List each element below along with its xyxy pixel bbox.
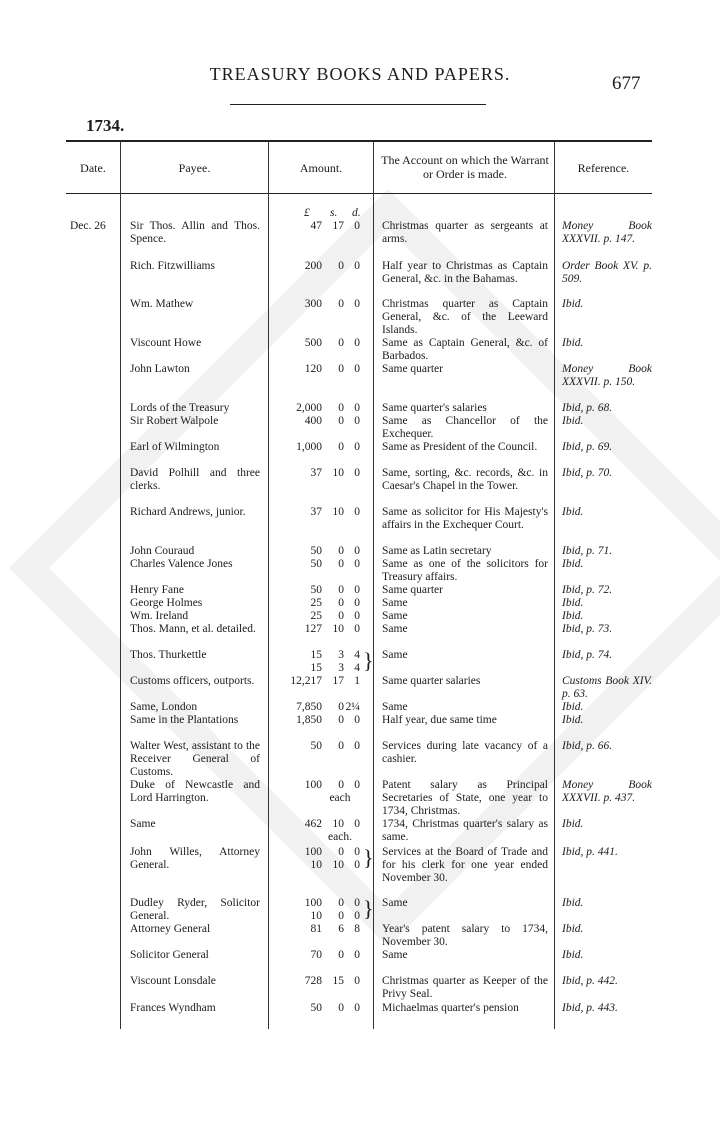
entry-payee: Earl of Wilmington — [130, 441, 220, 453]
amount-shillings: 0 — [338, 897, 344, 909]
amount-pounds: 500 — [304, 337, 322, 349]
entry-reference: Ibid, p. 73. — [562, 623, 613, 635]
column-divider — [268, 141, 269, 1029]
entry-account: Same as solicitor for His Majesty's affairs in the Exchequer Court. — [382, 506, 548, 531]
amount-pence: 0 — [354, 714, 360, 726]
amount-shillings: 0 — [338, 740, 344, 752]
amount-pence: 0 — [354, 846, 360, 858]
entry-reference: Customs Book XIV. p. 63. — [562, 675, 652, 700]
unit-shillings: s. — [330, 207, 338, 219]
entry-reference: Ibid, p. 66. — [562, 740, 613, 752]
amount-shillings: 0 — [338, 545, 344, 557]
amount-pounds: 462 — [304, 818, 322, 830]
amount-pence: 0 — [354, 779, 360, 791]
amount-pounds: 15 — [310, 649, 322, 661]
amount-shillings: 0 — [338, 402, 344, 414]
entry-reference: Money Book XXXVII. p. 150. — [562, 363, 652, 388]
amount-shillings: 17 — [332, 675, 344, 687]
entry-payee: Thos. Mann, et al. detailed. — [130, 623, 256, 635]
amount-pounds: 50 — [310, 740, 322, 752]
amount-pence: 0 — [354, 910, 360, 922]
entry-account: Same — [382, 897, 408, 909]
amount-pence: 0 — [354, 467, 360, 479]
amount-shillings: 0 — [338, 597, 344, 609]
unit-pence: d. — [352, 207, 361, 219]
amount-shillings: 0 — [338, 1002, 344, 1014]
amount-shillings: 0 — [338, 363, 344, 375]
amount-brace: } — [363, 896, 374, 921]
amount-pence: 1 — [354, 675, 360, 687]
entry-reference: Ibid. — [562, 818, 584, 830]
entry-account: Same as Latin secretary — [382, 545, 492, 557]
col-header-reference: Reference. — [577, 161, 630, 175]
amount-pence: 0 — [354, 402, 360, 414]
amount-pounds: 120 — [304, 363, 322, 375]
amount-pence: 0 — [354, 363, 360, 375]
amount-shillings: 0 — [338, 610, 344, 622]
table-header-rule — [66, 193, 652, 194]
amount-pence: 0 — [354, 441, 360, 453]
entry-reference: Ibid. — [562, 558, 584, 570]
amount-pounds: 200 — [304, 260, 322, 272]
entry-account: 1734, Christmas quarter's salary as same. — [382, 818, 548, 843]
amount-pence: 0 — [354, 975, 360, 987]
entry-account: Christmas quarter as Captain General, &c. of the Leeward Islands. — [382, 298, 548, 336]
entry-payee: Wm. Mathew — [130, 298, 194, 310]
entry-payee: Viscount Howe — [130, 337, 202, 349]
amount-pence: 0 — [354, 260, 360, 272]
amount-pounds: 47 — [310, 220, 322, 232]
entry-account: Same — [382, 623, 408, 635]
amount-shillings: 10 — [332, 467, 344, 479]
entry-payee: Richard Andrews, junior. — [130, 506, 246, 518]
amount-pounds: 1,850 — [296, 714, 322, 726]
entry-account: Michaelmas quarter's pension — [382, 1002, 519, 1014]
entry-payee: Same — [130, 818, 156, 830]
amount-pence: 0 — [354, 337, 360, 349]
entry-payee: Wm. Ireland — [130, 610, 189, 622]
entry-reference: Ibid. — [562, 923, 584, 935]
amount-pence: 4 — [354, 662, 360, 674]
entry-payee: Same in the Plantations — [130, 714, 239, 726]
amount-pounds: 50 — [310, 584, 322, 596]
entry-reference: Ibid, p. 443. — [562, 1002, 618, 1014]
entry-date: Dec. 26 — [70, 220, 106, 232]
entry-account: Half year, due same time — [382, 714, 497, 726]
amount-shillings: 3 — [338, 649, 344, 661]
entry-reference: Ibid, p. 442. — [562, 975, 618, 987]
entry-account: Same quarter salaries — [382, 675, 481, 687]
entry-payee: Attorney General — [130, 923, 211, 935]
amount-pounds: 15 — [310, 662, 322, 674]
amount-shillings: 0 — [338, 779, 344, 791]
col-header-date: Date. — [80, 161, 106, 175]
amount-shillings: 17 — [332, 220, 344, 232]
amount-pence: 0 — [354, 558, 360, 570]
col-header-amount: Amount. — [299, 161, 343, 175]
amount-pence: 0 — [354, 949, 360, 961]
entry-payee: Dudley Ryder, Solicitor General. — [130, 897, 260, 922]
year-heading: 1734. — [86, 116, 125, 135]
entry-reference: Ibid, p. 68. — [562, 402, 613, 414]
entry-account: Same — [382, 649, 408, 661]
amount-brace: } — [363, 845, 374, 870]
amount-shillings: 10 — [332, 506, 344, 518]
amount-pence: 0 — [354, 859, 360, 871]
amount-pence: 0 — [354, 220, 360, 232]
amount-pence: 0 — [354, 415, 360, 427]
entry-payee: Solicitor General — [130, 949, 209, 961]
entry-account: Same as Chancellor of the Exchequer. — [382, 415, 548, 440]
column-divider — [554, 141, 555, 1029]
entry-reference: Order Book XV. p. 509. — [562, 260, 652, 285]
entry-account: Same — [382, 701, 408, 713]
amount-shillings: 0 — [338, 701, 344, 713]
entry-reference: Ibid. — [562, 298, 584, 310]
entry-payee: Walter West, assistant to the Receiver General of Customs. — [130, 740, 260, 778]
amount-pounds: 25 — [310, 610, 322, 622]
entry-account: Same quarter — [382, 363, 443, 375]
entry-payee: David Polhill and three clerks. — [130, 467, 260, 492]
amount-pence: 0 — [354, 298, 360, 310]
amount-note: each. — [328, 831, 352, 843]
amount-pounds: 2,000 — [296, 402, 322, 414]
amount-shillings: 6 — [338, 923, 344, 935]
entry-payee: Frances Wyndham — [130, 1002, 216, 1014]
entry-account: Services at the Board of Trade and for his clerk for one year ended November 30. — [382, 846, 548, 884]
entry-account: Same as one of the solicitors for Treasury affairs. — [382, 558, 548, 583]
head-rule — [230, 104, 486, 105]
amount-shillings: 3 — [338, 662, 344, 674]
entry-reference: Ibid. — [562, 506, 584, 518]
entry-account: Same as Captain General, &c. of Barbados. — [382, 337, 548, 362]
unit-pounds: £ — [304, 207, 310, 219]
amount-brace: } — [363, 648, 374, 673]
amount-shillings: 10 — [332, 623, 344, 635]
amount-pounds: 50 — [310, 545, 322, 557]
amount-shillings: 15 — [332, 975, 344, 987]
entry-reference: Ibid, p. 69. — [562, 441, 613, 453]
entry-reference: Ibid. — [562, 701, 584, 713]
amount-pence: 0 — [354, 597, 360, 609]
amount-pounds: 37 — [310, 506, 322, 518]
col-header-payee: Payee. — [178, 161, 211, 175]
entry-reference: Ibid, p. 74. — [562, 649, 613, 661]
amount-pence: 0 — [354, 740, 360, 752]
amount-shillings: 0 — [338, 910, 344, 922]
entry-payee: Lords of the Treasury — [130, 402, 230, 414]
amount-pounds: 50 — [310, 1002, 322, 1014]
entry-payee: Thos. Thurkettle — [130, 649, 207, 661]
amount-shillings: 10 — [332, 859, 344, 871]
entry-payee: Customs officers, outports. — [130, 675, 255, 687]
entry-reference: Money Book XXXVII. p. 147. — [562, 220, 652, 245]
amount-pounds: 100 — [304, 897, 322, 909]
entry-payee: John Couraud — [130, 545, 195, 557]
amount-pounds: 81 — [310, 923, 322, 935]
col-header-account: The Account on which the Warrant or Order is made. — [381, 153, 549, 181]
entry-account: Services during late vacancy of a cashier. — [382, 740, 548, 765]
entry-account: Same as President of the Council. — [382, 441, 538, 453]
amount-shillings: 0 — [338, 415, 344, 427]
entry-payee: Sir Robert Walpole — [130, 415, 219, 427]
amount-pounds: 100 — [304, 846, 322, 858]
entry-account: Same quarter — [382, 584, 443, 596]
amount-pounds: 127 — [304, 623, 322, 635]
amount-shillings: 0 — [338, 846, 344, 858]
entry-payee: Charles Valence Jones — [130, 558, 233, 570]
amount-shillings: 0 — [338, 584, 344, 596]
entry-payee: Duke of Newcastle and Lord Harrington. — [130, 779, 260, 804]
entry-account: Christmas quarter as Keeper of the Privy Seal. — [382, 975, 548, 1000]
entry-payee: John Willes, Attorney General. — [130, 846, 260, 871]
amount-pence: 0 — [354, 506, 360, 518]
table-top-rule — [66, 140, 652, 142]
amount-pounds: 10 — [310, 910, 322, 922]
entry-payee: Rich. Fitzwilliams — [130, 260, 215, 272]
amount-pence: 0 — [354, 584, 360, 596]
entry-reference: Ibid, p. 72. — [562, 584, 613, 596]
entry-payee: John Lawton — [130, 363, 190, 375]
entry-payee: Sir Thos. Allin and Thos. Spence. — [130, 220, 260, 245]
amount-pence: 0 — [354, 545, 360, 557]
amount-pounds: 25 — [310, 597, 322, 609]
column-divider — [120, 141, 121, 1029]
amount-pounds: 400 — [304, 415, 322, 427]
amount-shillings: 0 — [338, 260, 344, 272]
amount-shillings: 10 — [332, 818, 344, 830]
amount-pence: 0 — [354, 897, 360, 909]
amount-pounds: 10 — [310, 859, 322, 871]
entry-reference: Ibid. — [562, 897, 584, 909]
amount-pounds: 1,000 — [296, 441, 322, 453]
entry-account: Patent salary as Principal Secretaries of State, one year to 1734, Christmas. — [382, 779, 548, 817]
amount-note: each — [329, 792, 351, 804]
entry-reference: Ibid. — [562, 337, 584, 349]
entry-payee: George Holmes — [130, 597, 203, 609]
entry-reference: Ibid, p. 70. — [562, 467, 613, 479]
amount-pounds: 70 — [310, 949, 322, 961]
entry-reference: Money Book XXXVII. p. 437. — [562, 779, 652, 804]
amount-pence: 0 — [354, 610, 360, 622]
amount-pounds: 12,217 — [290, 675, 322, 687]
amount-pounds: 7,850 — [296, 701, 322, 713]
amount-pounds: 300 — [304, 298, 322, 310]
amount-pounds: 50 — [310, 558, 322, 570]
entry-reference: Ibid. — [562, 714, 584, 726]
entry-account: Christmas quarter as sergeants at arms. — [382, 220, 548, 245]
amount-shillings: 0 — [338, 949, 344, 961]
amount-shillings: 0 — [338, 558, 344, 570]
entry-account: Same — [382, 610, 408, 622]
entry-reference: Ibid, p. 441. — [562, 846, 618, 858]
entry-reference: Ibid, p. 71. — [562, 545, 613, 557]
amount-pence: 0 — [354, 818, 360, 830]
page-number: 677 — [612, 73, 641, 94]
entry-payee: Viscount Lonsdale — [130, 975, 216, 987]
running-head: TREASURY BOOKS AND PAPERS. — [209, 64, 511, 84]
amount-shillings: 0 — [338, 441, 344, 453]
amount-pence: 2¼ — [345, 701, 360, 713]
entry-reference: Ibid. — [562, 415, 584, 427]
amount-pence: 0 — [354, 1002, 360, 1014]
entry-account: Year's patent salary to 1734, November 30. — [382, 923, 548, 948]
amount-pence: 0 — [354, 623, 360, 635]
amount-pence: 8 — [354, 923, 360, 935]
entry-reference: Ibid. — [562, 597, 584, 609]
entry-reference: Ibid. — [562, 949, 584, 961]
amount-pounds: 728 — [304, 975, 322, 987]
entry-account: Half year to Christmas as Captain General, &c. in the Bahamas. — [382, 260, 548, 285]
amount-shillings: 0 — [338, 714, 344, 726]
entry-payee: Henry Fane — [130, 584, 184, 596]
amount-pence: 4 — [354, 649, 360, 661]
entry-account: Same — [382, 597, 408, 609]
amount-pounds: 37 — [310, 467, 322, 479]
entry-account: Same, sorting, &c. records, &c. in Caesar's Chapel in the Tower. — [382, 467, 548, 492]
entry-account: Same quarter's salaries — [382, 402, 487, 414]
entry-reference: Ibid. — [562, 610, 584, 622]
amount-shillings: 0 — [338, 337, 344, 349]
entry-account: Same — [382, 949, 408, 961]
entry-payee: Same, London — [130, 701, 198, 713]
amount-shillings: 0 — [338, 298, 344, 310]
amount-pounds: 100 — [304, 779, 322, 791]
